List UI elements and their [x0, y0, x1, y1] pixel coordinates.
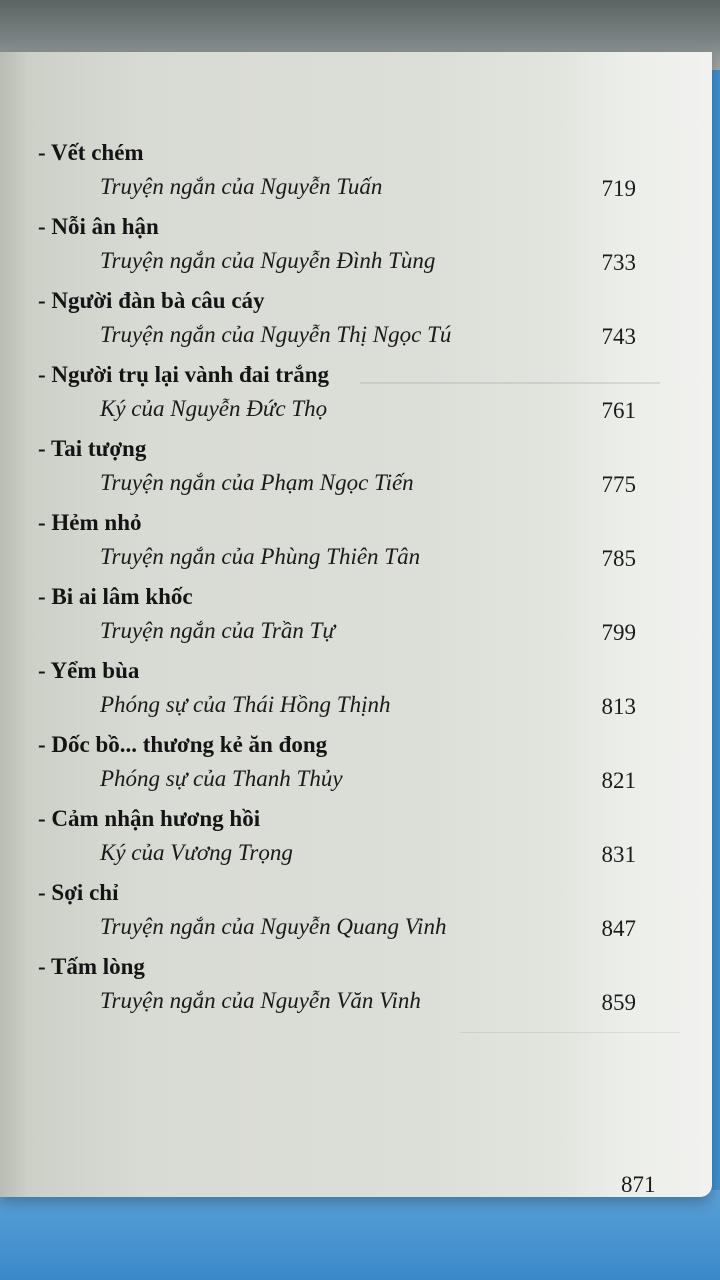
toc-entry [0, 510, 712, 588]
toc-entry [0, 954, 712, 1032]
blue-tablecloth-background [0, 1190, 720, 1280]
toc-entry [0, 288, 712, 366]
entry-title: - Dốc bồ... thương kẻ ăn đong [38, 732, 328, 757]
toc-entry [0, 732, 712, 810]
entry-title: - Tai tượng [38, 436, 147, 461]
entry-title: - Bi ai lâm khốc [38, 584, 193, 609]
toc-entry [0, 880, 712, 958]
entry-page-number: 831 [601, 842, 636, 867]
entry-page-number: 743 [601, 324, 636, 349]
entry-page-number: 821 [601, 768, 636, 793]
entry-author: Truyện ngắn của Nguyễn Văn Vinh [100, 988, 421, 1013]
entry-author: Truyện ngắn của Nguyễn Tuấn [100, 174, 383, 199]
page-number: 871 [621, 1172, 656, 1197]
book-page [0, 52, 712, 1197]
toc-entry [0, 140, 712, 218]
entry-author: Truyện ngắn của Phạm Ngọc Tiến [100, 470, 414, 495]
toc-entry [0, 658, 712, 736]
entry-page-number: 761 [601, 398, 636, 423]
entry-title: - Người đàn bà câu cáy [38, 288, 265, 313]
entry-title: - Tấm lòng [38, 954, 145, 979]
toc-entry [0, 362, 712, 440]
toc-entry [0, 806, 712, 884]
entry-page-number: 719 [601, 176, 636, 201]
entry-author: Ký của Vương Trọng [100, 840, 293, 865]
entry-title: - Người trụ lại vành đai trắng [38, 362, 330, 387]
entry-author: Truyện ngắn của Nguyễn Đình Tùng [100, 248, 436, 273]
entry-page-number: 733 [601, 250, 636, 275]
entry-title: - Nỗi ân hận [38, 214, 159, 239]
entry-author: Truyện ngắn của Trần Tự [100, 618, 335, 643]
toc-entry [0, 584, 712, 662]
entry-title: - Cảm nhận hương hồi [38, 806, 261, 831]
entry-page-number: 775 [601, 472, 636, 497]
entry-title: - Hẻm nhỏ [38, 510, 142, 535]
entry-title: - Yểm bùa [38, 658, 140, 683]
entry-author: Phóng sự của Thanh Thủy [100, 766, 343, 791]
entry-author: Truyện ngắn của Phùng Thiên Tân [100, 544, 421, 569]
entry-author: Truyện ngắn của Nguyễn Thị Ngọc Tú [100, 322, 452, 347]
entry-author: Phóng sự của Thái Hồng Thịnh [100, 692, 391, 717]
entry-page-number: 859 [601, 990, 636, 1015]
entry-title: - Vết chém [38, 140, 144, 165]
entry-page-number: 799 [601, 620, 636, 645]
entry-page-number: 847 [601, 916, 636, 941]
entry-page-number: 785 [601, 546, 636, 571]
toc-entry [0, 214, 712, 292]
entry-author: Truyện ngắn của Nguyễn Quang Vinh [100, 914, 447, 939]
table-of-contents [0, 52, 712, 1197]
entry-author: Ký của Nguyễn Đức Thọ [100, 396, 328, 421]
entry-page-number: 813 [601, 694, 636, 719]
entry-title: - Sợi chỉ [38, 880, 119, 905]
toc-entry [0, 436, 712, 514]
